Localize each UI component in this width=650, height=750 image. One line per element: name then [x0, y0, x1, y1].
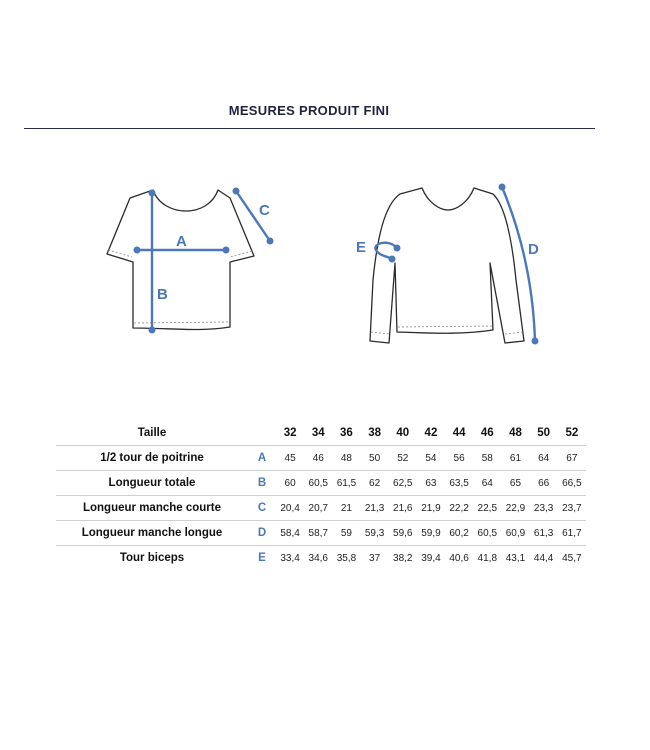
cell: 54 — [425, 452, 437, 464]
cell: 66 — [538, 477, 550, 489]
cell: 21,3 — [364, 502, 385, 514]
size-col: 32 — [283, 427, 297, 439]
label-a: A — [176, 233, 187, 250]
cell: 52 — [397, 452, 409, 464]
row-label: Longueur manche longue — [81, 527, 223, 539]
size-col: 46 — [480, 427, 494, 439]
cell: 60,2 — [449, 527, 469, 539]
page-title: MESURES PRODUIT FINI — [228, 103, 390, 118]
garment-diagram — [0, 160, 650, 360]
label-d: D — [528, 241, 539, 258]
cell: 40,6 — [449, 552, 469, 564]
size-col: 50 — [537, 427, 551, 439]
row-label: Tour biceps — [119, 552, 185, 564]
cell: 50 — [369, 452, 381, 464]
title-divider — [24, 128, 595, 129]
size-col: 42 — [424, 427, 438, 439]
cell: 60,5 — [477, 527, 498, 539]
cell: 34,6 — [308, 552, 328, 564]
cell: 64 — [538, 452, 550, 464]
cell: 48 — [340, 452, 352, 464]
cell: 60,9 — [505, 527, 526, 539]
size-col: 38 — [368, 427, 381, 439]
label-b: B — [157, 286, 168, 303]
row-code: B — [257, 477, 267, 489]
cell: 58,7 — [308, 527, 328, 539]
cell: 35,8 — [336, 552, 357, 564]
longsleeve-outline — [370, 188, 524, 343]
cell: 58 — [481, 452, 493, 464]
short-sleeve-tshirt — [107, 188, 274, 334]
cell: 45,7 — [562, 552, 582, 564]
cell: 22,9 — [505, 502, 526, 514]
cell: 59,3 — [364, 527, 385, 539]
cell: 45 — [284, 452, 296, 464]
cell: 37 — [369, 552, 381, 564]
cell: 59 — [340, 527, 352, 539]
cell: 33,4 — [280, 552, 300, 564]
table-row — [56, 471, 586, 496]
cell: 58,4 — [280, 527, 300, 539]
cell: 44,4 — [533, 552, 554, 564]
cell: 66,5 — [562, 477, 582, 489]
cell: 67 — [566, 452, 578, 464]
cell: 61 — [509, 452, 522, 464]
table-row — [56, 496, 586, 521]
cell: 21,6 — [393, 502, 413, 514]
cell: 38,2 — [393, 552, 413, 564]
table-row — [56, 446, 586, 471]
cell: 63 — [425, 477, 437, 489]
cell: 43,1 — [505, 552, 526, 564]
table-row — [56, 546, 586, 571]
cell: 20,4 — [280, 502, 300, 514]
cell: 20,7 — [308, 502, 328, 514]
code-header — [248, 421, 276, 446]
cell: 59,6 — [393, 527, 413, 539]
cell: 21 — [340, 502, 352, 514]
cell: 65 — [509, 477, 522, 489]
table-row — [56, 521, 586, 546]
row-code: A — [257, 452, 267, 464]
label-e: E — [356, 239, 367, 256]
size-col: 36 — [340, 427, 353, 439]
cell: 61,5 — [336, 477, 357, 489]
row-label: Longueur totale — [108, 477, 196, 489]
cell: 62,5 — [393, 477, 413, 489]
cell: 60,5 — [308, 477, 328, 489]
cell: 56 — [453, 452, 465, 464]
size-col: 48 — [509, 427, 522, 439]
size-col: 34 — [311, 427, 325, 439]
cell: 60 — [284, 477, 296, 489]
size-table — [56, 421, 586, 570]
cell: 23,7 — [562, 502, 582, 514]
cell: 21,9 — [421, 502, 441, 514]
cell: 22,5 — [477, 502, 498, 514]
size-col: 52 — [565, 427, 579, 439]
cell: 59,9 — [421, 527, 441, 539]
row-code: C — [257, 502, 267, 514]
cell: 61,7 — [562, 527, 582, 539]
label-c: C — [259, 202, 270, 219]
cell: 23,3 — [533, 502, 554, 514]
size-col: 40 — [396, 427, 410, 439]
cell: 64 — [481, 477, 493, 489]
size-header-label: Taille — [137, 427, 167, 439]
row-code: E — [258, 552, 266, 564]
cell: 22,2 — [449, 502, 469, 514]
cell: 46 — [312, 452, 324, 464]
cell: 62 — [369, 477, 381, 489]
cell: 41,8 — [477, 552, 498, 564]
row-code: D — [257, 527, 267, 539]
cell: 61,3 — [533, 527, 554, 539]
long-sleeve-tshirt — [356, 184, 539, 345]
row-label: 1/2 tour de poitrine — [100, 452, 204, 464]
row-label: Longueur manche courte — [82, 502, 222, 514]
size-header-row — [56, 421, 586, 446]
cell: 63,5 — [449, 477, 469, 489]
cell: 39,4 — [421, 552, 441, 564]
size-col: 44 — [452, 427, 466, 439]
